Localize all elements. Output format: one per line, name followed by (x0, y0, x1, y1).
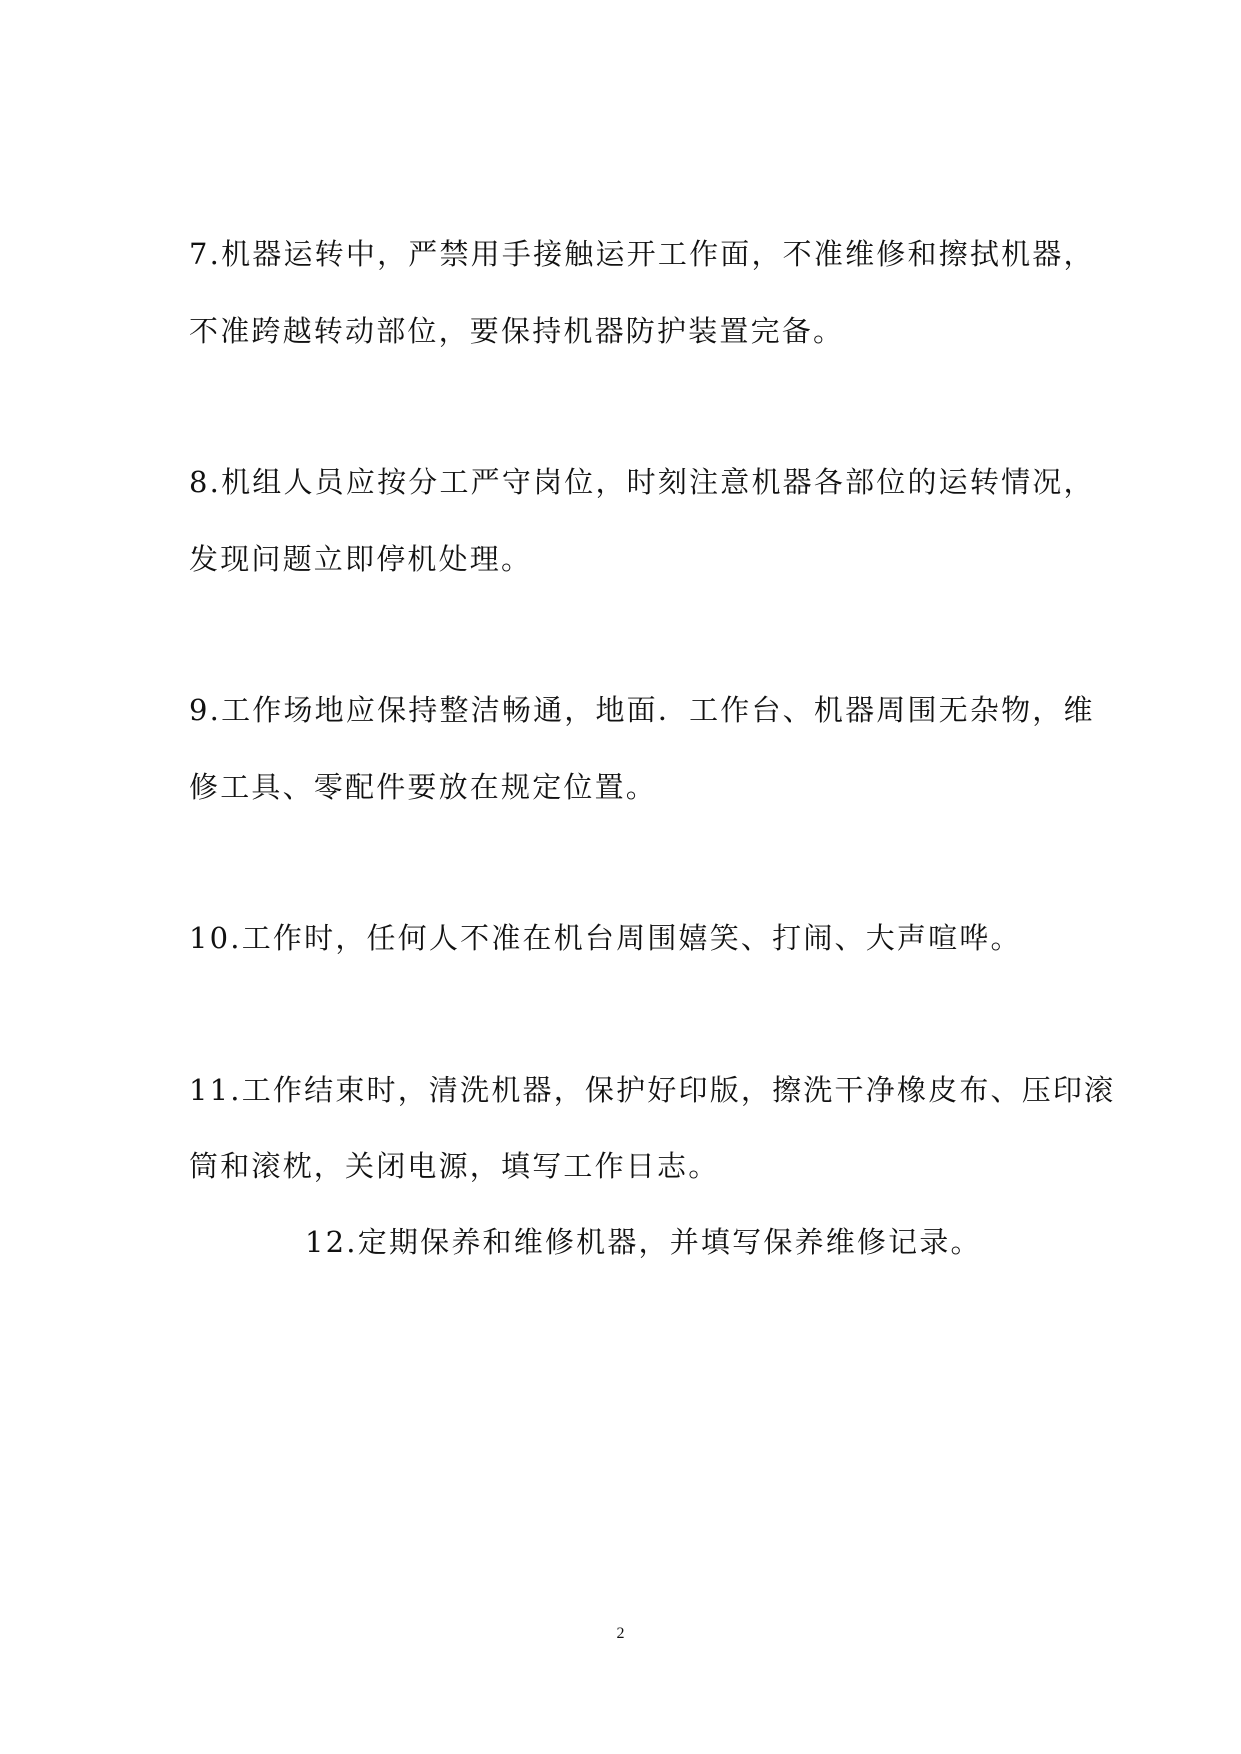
item-7-line-1: 7.机器运转中，严禁用手接触运开工作面，不准维修和擦拭机器， (189, 237, 1095, 271)
item-8-line-2: 发现问题立即停机处理。 (189, 542, 533, 576)
item-7-line-2: 不准跨越转动部位，要保持机器防护装置完备。 (189, 314, 845, 348)
item-12-line-1: 12.定期保养和维修机器，并填写保养维修记录。 (305, 1225, 982, 1259)
item-11-line-2: 筒和滚枕，关闭电源，填写工作日志。 (189, 1149, 720, 1183)
item-9-line-1: 9.工作场地应保持整洁畅通，地面．工作台、机器周围无杂物，维 (189, 693, 1095, 727)
item-10-line-1: 10.工作时，任何人不准在机台周围嬉笑、打闹、大声喧哗。 (189, 921, 1022, 955)
item-9-line-2: 修工具、零配件要放在规定位置。 (189, 770, 658, 804)
item-8-line-1: 8.机组人员应按分工严守岗位，时刻注意机器各部位的运转情况， (189, 465, 1095, 499)
page-number: 2 (616, 1625, 625, 1642)
item-11-line-1: 11.工作结束时，清洗机器，保护好印版，擦洗干净橡皮布、压印滚 (189, 1073, 1116, 1107)
